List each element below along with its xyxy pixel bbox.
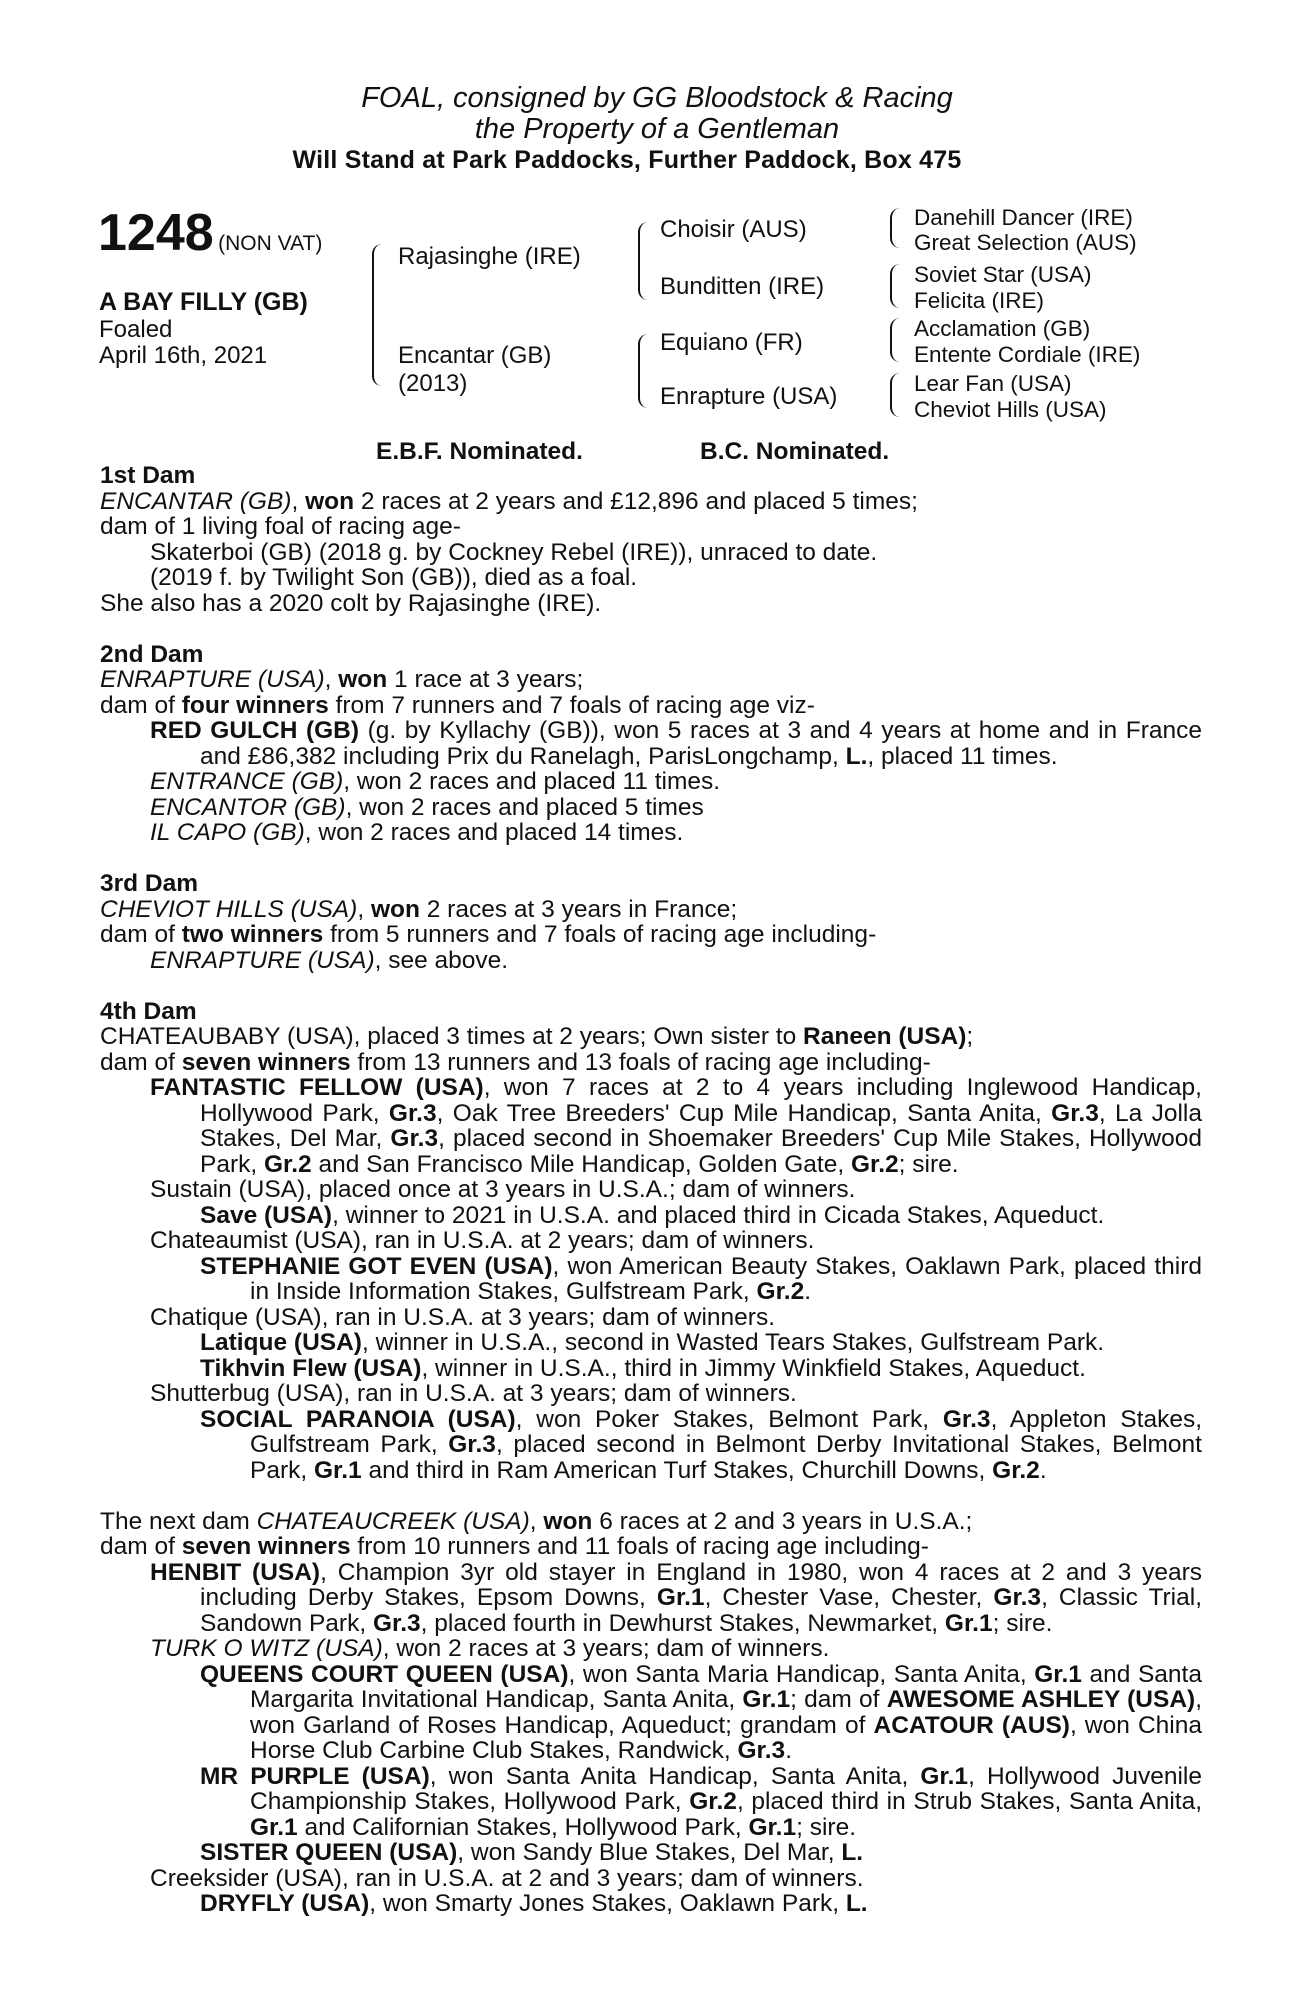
produce-il-capo: IL CAPO (GB), won 2 races and placed 14 times. bbox=[150, 819, 684, 846]
produce-social-paranoia: SOCIAL PARANOIA (USA), won Poker Stakes, Belmont Park, Gr.3, Appleton Stakes, Gulfstream Park, Gr.3, placed second in Belmont Derby Invitational Stakes, Belmont Park, Gr.1 and third in Ram American Turf Stakes, Churchill Downs, Gr.2. bbox=[200, 1405, 1203, 1484]
first-dam-note: She also has a 2020 colt by Rajasinghe (IRE). bbox=[100, 589, 602, 617]
produce-save: Save (USA), winner to 2021 in U.S.A. and placed third in Cicada Stakes, Aqueduct. bbox=[200, 1201, 1105, 1229]
produce-sister-queen: SISTER QUEEN (USA), won Sandy Blue Stakes, Del Mar, L. bbox=[200, 1839, 864, 1866]
produce-chateaumist: Chateaumist (USA), ran in U.S.A. at 2 years; dam of winners. bbox=[150, 1227, 815, 1254]
pedigree-brace-g1 bbox=[890, 208, 900, 248]
pedigree-g1: Danehill Dancer (IRE) bbox=[914, 205, 1133, 230]
pedigree-g7: Lear Fan (USA) bbox=[914, 371, 1072, 396]
pedigree-g4: Felicita (IRE) bbox=[914, 288, 1045, 313]
ebf-nomination: E.B.F. Nominated. bbox=[376, 438, 583, 465]
foaled-label: Foaled bbox=[99, 316, 173, 343]
produce-shutterbug: Shutterbug (USA), ran in U.S.A. at 3 years; dam of winners. bbox=[150, 1380, 797, 1407]
pedigree-sire-dam: Bunditten (IRE) bbox=[660, 273, 825, 300]
pedigree-brace-dam bbox=[638, 334, 650, 408]
first-dam-produce-intro: dam of 1 living foal of racing age- bbox=[100, 513, 461, 540]
pedigree-sire: Rajasinghe (IRE) bbox=[398, 243, 581, 270]
produce-henbit: HENBIT (USA), Champion 3yr old stayer in England in 1980, won 4 races at 2 and 3 years including Derby Stakes, Epsom Downs, Gr.1, Chester Vase, Chester, Gr.3, Classic Trial, Sandown Park, Gr.3, placed fourth in Dewhurst Stakes, Newmarket, Gr.1; sire. bbox=[150, 1558, 1202, 1637]
pedigree-g6: Entente Cordiale (IRE) bbox=[914, 342, 1141, 367]
pedigree-brace-sire bbox=[638, 222, 650, 300]
lot-number-row bbox=[98, 203, 322, 263]
next-dam-produce-intro: dam of seven winners from 10 runners and 11 foals of racing age including- bbox=[100, 1533, 929, 1560]
header-property: the Property of a Gentleman bbox=[474, 113, 840, 145]
pedigree-sire-sire: Choisir (AUS) bbox=[660, 216, 807, 243]
produce-creeksider: Creeksider (USA), ran in U.S.A. at 2 and 3 years; dam of winners. bbox=[150, 1864, 864, 1892]
produce-enrapture: ENRAPTURE (USA), see above. bbox=[150, 946, 509, 974]
header-consignor: FOAL, consigned by GG Bloodstock & Racing bbox=[361, 82, 953, 114]
catalogue-body bbox=[100, 463, 1202, 1917]
pedigree-dam-dam: Enrapture (USA) bbox=[660, 383, 838, 410]
pedigree-brace-g3 bbox=[890, 318, 900, 362]
fourth-dam-produce-intro: dam of seven winners from 13 runners and 13 foals of racing age including- bbox=[100, 1048, 931, 1076]
produce-dryfly: DRYFLY (USA), won Smarty Jones Stakes, Oaklawn Park, L. bbox=[200, 1890, 868, 1917]
third-dam-record: CHEVIOT HILLS (USA), won 2 races at 3 years in France; bbox=[100, 895, 738, 923]
first-dam-heading: 1st Dam bbox=[100, 462, 196, 489]
produce-fantastic-fellow: FANTASTIC FELLOW (USA), won 7 races at 2 to 4 years including Inglewood Handicap, Hollywood Park, Gr.3, Oak Tree Breeders' Cup Mile Handicap, Santa Anita, Gr.3, La Jolla Stakes, Del Mar, Gr.3, placed second in Shoemaker Breeders' Cup Mile Stakes, Hollywood Park, Gr.2 and San Francisco Mile Handicap, Golden Gate, Gr.2; sire. bbox=[150, 1074, 1202, 1178]
second-dam-produce-intro: dam of four winners from 7 runners and 7 foals of racing age viz- bbox=[100, 691, 815, 719]
first-dam-produce-1: Skaterboi (GB) (2018 g. by Cockney Rebel (IRE)), unraced to date. bbox=[150, 538, 878, 566]
pedigree-dam: Encantar (GB) bbox=[398, 342, 552, 369]
third-dam-heading: 3rd Dam bbox=[100, 870, 199, 897]
produce-latique: Latique (USA), winner in U.S.A., second in Wasted Tears Stakes, Gulfstream Park. bbox=[200, 1329, 1105, 1356]
vat-status: (NON VAT) bbox=[218, 232, 323, 255]
second-dam-record: ENRAPTURE (USA), won 1 race at 3 years; bbox=[100, 666, 584, 693]
pedigree-g5: Acclamation (GB) bbox=[914, 316, 1091, 341]
pedigree-g3: Soviet Star (USA) bbox=[914, 262, 1092, 287]
foaled-date: April 16th, 2021 bbox=[99, 342, 268, 369]
first-dam-record: ENCANTAR (GB), won 2 races at 2 years and £12,896 and placed 5 times; bbox=[100, 487, 918, 515]
produce-tikhvin-flew: Tikhvin Flew (USA), winner in U.S.A., third in Jimmy Winkfield Stakes, Aqueduct. bbox=[200, 1354, 1086, 1382]
produce-encantor: ENCANTOR (GB), won 2 races and placed 5 times bbox=[150, 793, 704, 821]
produce-sustain: Sustain (USA), placed once at 3 years in U.S.A.; dam of winners. bbox=[150, 1176, 856, 1203]
lot-number: 1248 bbox=[98, 204, 214, 262]
pedigree-brace-g4 bbox=[890, 373, 900, 417]
third-dam-produce-intro: dam of two winners from 5 runners and 7 foals of racing age including- bbox=[100, 921, 877, 948]
produce-turk-o-witz: TURK O WITZ (USA), won 2 races at 3 years; dam of winners. bbox=[150, 1635, 830, 1662]
pedigree-g8: Cheviot Hills (USA) bbox=[914, 397, 1107, 422]
bc-nomination: B.C. Nominated. bbox=[700, 438, 890, 465]
produce-mr-purple: MR PURPLE (USA), won Santa Anita Handicap, Santa Anita, Gr.1, Hollywood Juvenile Championship Stakes, Hollywood Park, Gr.2, placed third in Strub Stakes, Santa Anita, Gr.1 and Californian Stakes, Hollywood Park, Gr.1; sire. bbox=[200, 1762, 1203, 1841]
first-dam-produce-2: (2019 f. by Twilight Son (GB)), died as a foal. bbox=[150, 564, 638, 591]
next-dam-record: The next dam CHATEAUCREEK (USA), won 6 races at 2 and 3 years in U.S.A.; bbox=[100, 1507, 973, 1535]
produce-entrance: ENTRANCE (GB), won 2 races and placed 11 times. bbox=[150, 768, 721, 795]
header-stand-location: Will Stand at Park Paddocks, Further Paddock, Box 475 bbox=[292, 146, 962, 174]
pedigree-g2: Great Selection (AUS) bbox=[914, 230, 1137, 255]
second-dam-heading: 2nd Dam bbox=[100, 640, 204, 668]
produce-stephanie-got-even: STEPHANIE GOT EVEN (USA), won American Beauty Stakes, Oaklawn Park, placed third in Inside Information Stakes, Gulfstream Park, Gr.2. bbox=[200, 1252, 1202, 1305]
pedigree-dam-sire: Equiano (FR) bbox=[660, 329, 803, 356]
produce-red-gulch: RED GULCH (GB) (g. by Kyllachy (GB)), won 5 races at 3 and 4 years at home and in France and £86,382 including Prix du Ranelagh, ParisLongchamp, L., placed 11 times. bbox=[150, 717, 1202, 770]
pedigree-brace-main bbox=[372, 244, 384, 386]
fourth-dam-heading: 4th Dam bbox=[100, 997, 197, 1025]
produce-chatique: Chatique (USA), ran in U.S.A. at 3 years; dam of winners. bbox=[150, 1303, 776, 1331]
pedigree-dam-year: (2013) bbox=[398, 370, 468, 397]
fourth-dam-record: CHATEAUBABY (USA), placed 3 times at 2 years; Own sister to Raneen (USA); bbox=[100, 1023, 974, 1050]
lot-description: A BAY FILLY (GB) bbox=[99, 288, 308, 316]
pedigree-brace-g2 bbox=[890, 264, 900, 308]
produce-queens-court-queen: QUEENS COURT QUEEN (USA), won Santa Maria Handicap, Santa Anita, Gr.1 and Santa Margarita Invitational Handicap, Santa Anita, Gr.1; dam of AWESOME ASHLEY (USA), won Garland of Roses Handicap, Aqueduct; grandam of ACATOUR (AUS), won China Horse Club Carbine Club Stakes, Randwick, Gr.3. bbox=[200, 1660, 1202, 1764]
